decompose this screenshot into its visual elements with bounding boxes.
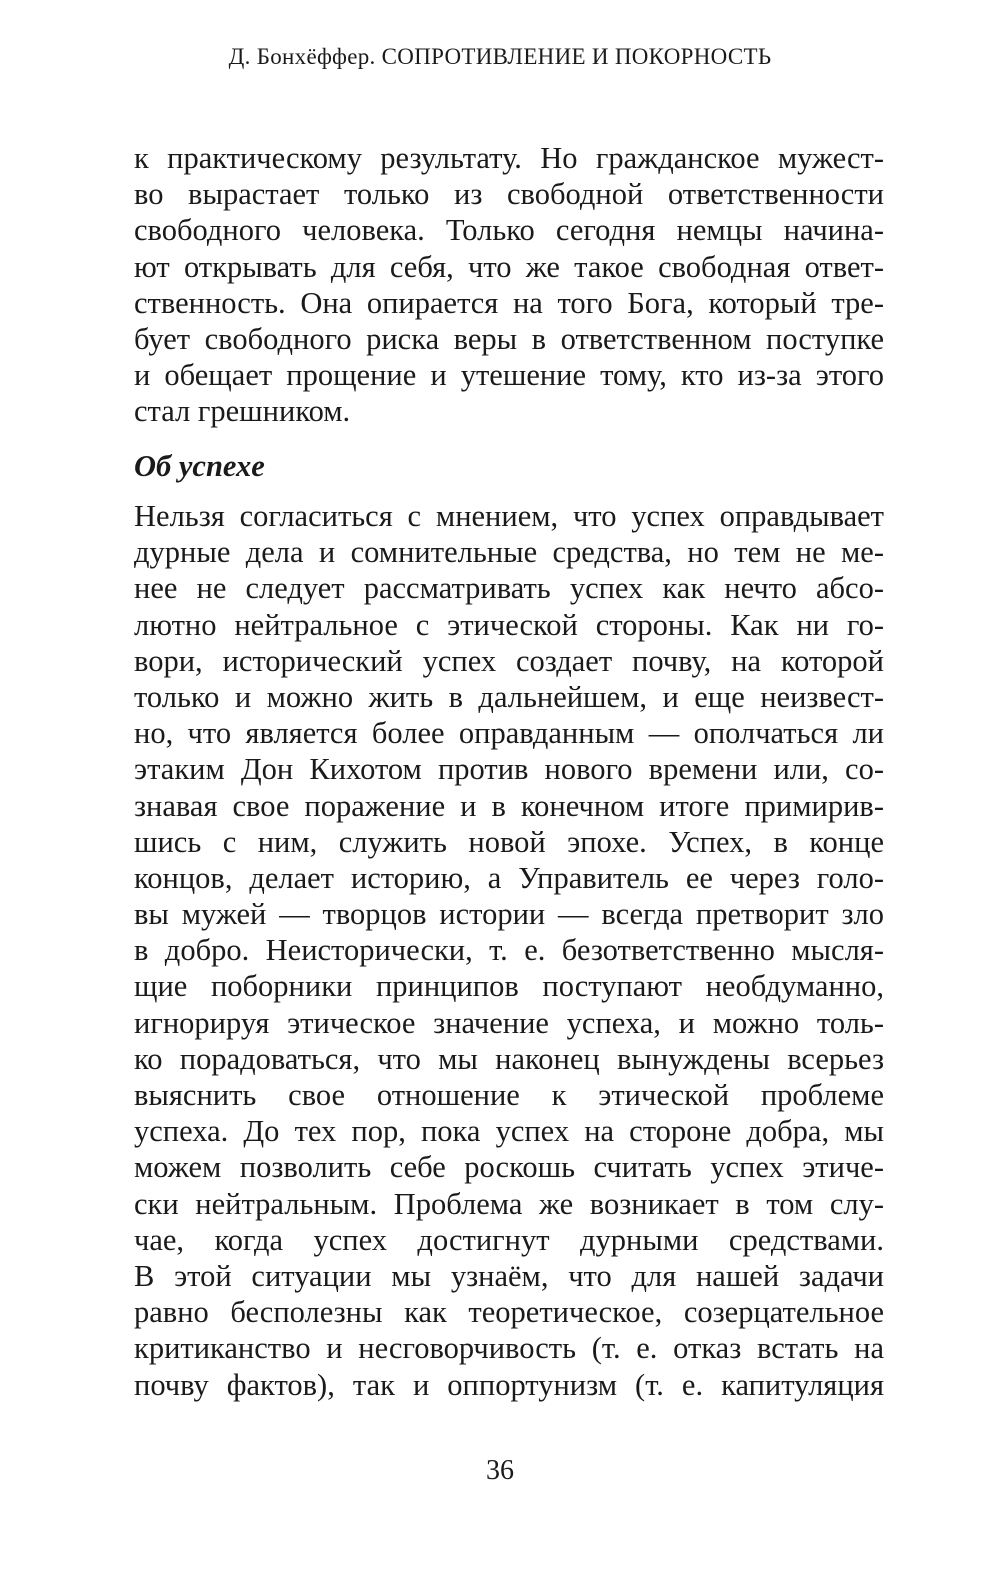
text-line: к практическому результату. Но гражданское мужест- xyxy=(134,141,884,175)
text-line: вори, исторический успех создает почву, на которой xyxy=(134,643,884,678)
paragraph-on-success xyxy=(134,498,884,1403)
text-line: нее не следует рассматривать успех как нечто абсо- xyxy=(134,571,884,606)
text-line: но, что является более оправданным — ополчаться ли xyxy=(134,716,884,751)
text-line: ственность. Она опирается на того Бога, который тре- xyxy=(134,285,884,320)
text-line: ют открывать для себя, что же такое свободная ответ- xyxy=(134,249,884,284)
text-line: свободного человека. Только сегодня немцы начина- xyxy=(134,213,884,248)
text-line: и обещает прощение и утешение тому, кто из-за этого xyxy=(134,358,884,393)
text-line: почву фактов), так и оппортунизм (т. е. капитуляция xyxy=(134,1367,884,1402)
text-line: выяснить свое отношение к этической проблеме xyxy=(134,1078,884,1112)
text-line: ко порадоваться, что мы наконец вынуждены всерьез xyxy=(134,1041,884,1076)
text-line: стал грешником. xyxy=(134,394,351,429)
page-number: 36 xyxy=(486,1455,514,1486)
text-line: знавая свое поражение и в конечном итоге примирив- xyxy=(134,788,884,823)
paragraph-civil-courage xyxy=(134,140,884,430)
text-line: ски нейтральным. Проблема же возникает в том слу- xyxy=(134,1186,884,1221)
text-line: успеха. До тех пор, пока успех на стороне добра, мы xyxy=(134,1114,884,1149)
text-line: этаким Дон Кихотом против нового времени или, со- xyxy=(134,752,884,787)
text-line: во вырастает только из свободной ответственности xyxy=(134,177,884,212)
text-line: лютно нейтральное с этической стороны. Как ни го- xyxy=(134,607,884,642)
text-line: Нельзя согласиться с мнением, что успех оправдывает xyxy=(134,499,884,533)
section-heading: Об успехе xyxy=(134,449,265,483)
text-line: дурные дела и сомнительные средства, но тем не ме- xyxy=(134,535,884,570)
text-line: щие поборники принципов поступают необдуманно, xyxy=(134,969,884,1004)
text-line: чае, когда успех достигнут дурными средствами. xyxy=(134,1222,884,1257)
text-line: вы мужей — творцов истории — всегда претворит зло xyxy=(134,897,884,932)
text-line: в добро. Неисторически, т. е. безответственно мысля- xyxy=(134,933,884,968)
running-head: Д. Бонхёффер. СОПРОТИВЛЕНИЕ И ПОКОРНОСТЬ xyxy=(228,44,772,69)
text-line: шись с ним, служить новой эпохе. Успех, в конце xyxy=(134,824,884,859)
text-line: концов, делает историю, а Управитель ее через голо- xyxy=(134,860,884,895)
text-line: только и можно жить в дальнейшем, и еще неизвест- xyxy=(134,679,884,714)
text-line: критиканство и несговорчивость (т. е. отказ встать на xyxy=(134,1331,884,1366)
text-line: бует свободного риска веры в ответственном поступке xyxy=(134,321,884,356)
text-line: В этой ситуации мы узнаём, что для нашей задачи xyxy=(134,1258,884,1293)
text-line: равно бесполезны как теоретическое, созерцательное xyxy=(134,1295,884,1330)
text-line: игнорируя этическое значение успеха, и можно толь- xyxy=(134,1005,884,1040)
text-line: можем позволить себе роскошь считать успех этиче- xyxy=(134,1150,884,1185)
